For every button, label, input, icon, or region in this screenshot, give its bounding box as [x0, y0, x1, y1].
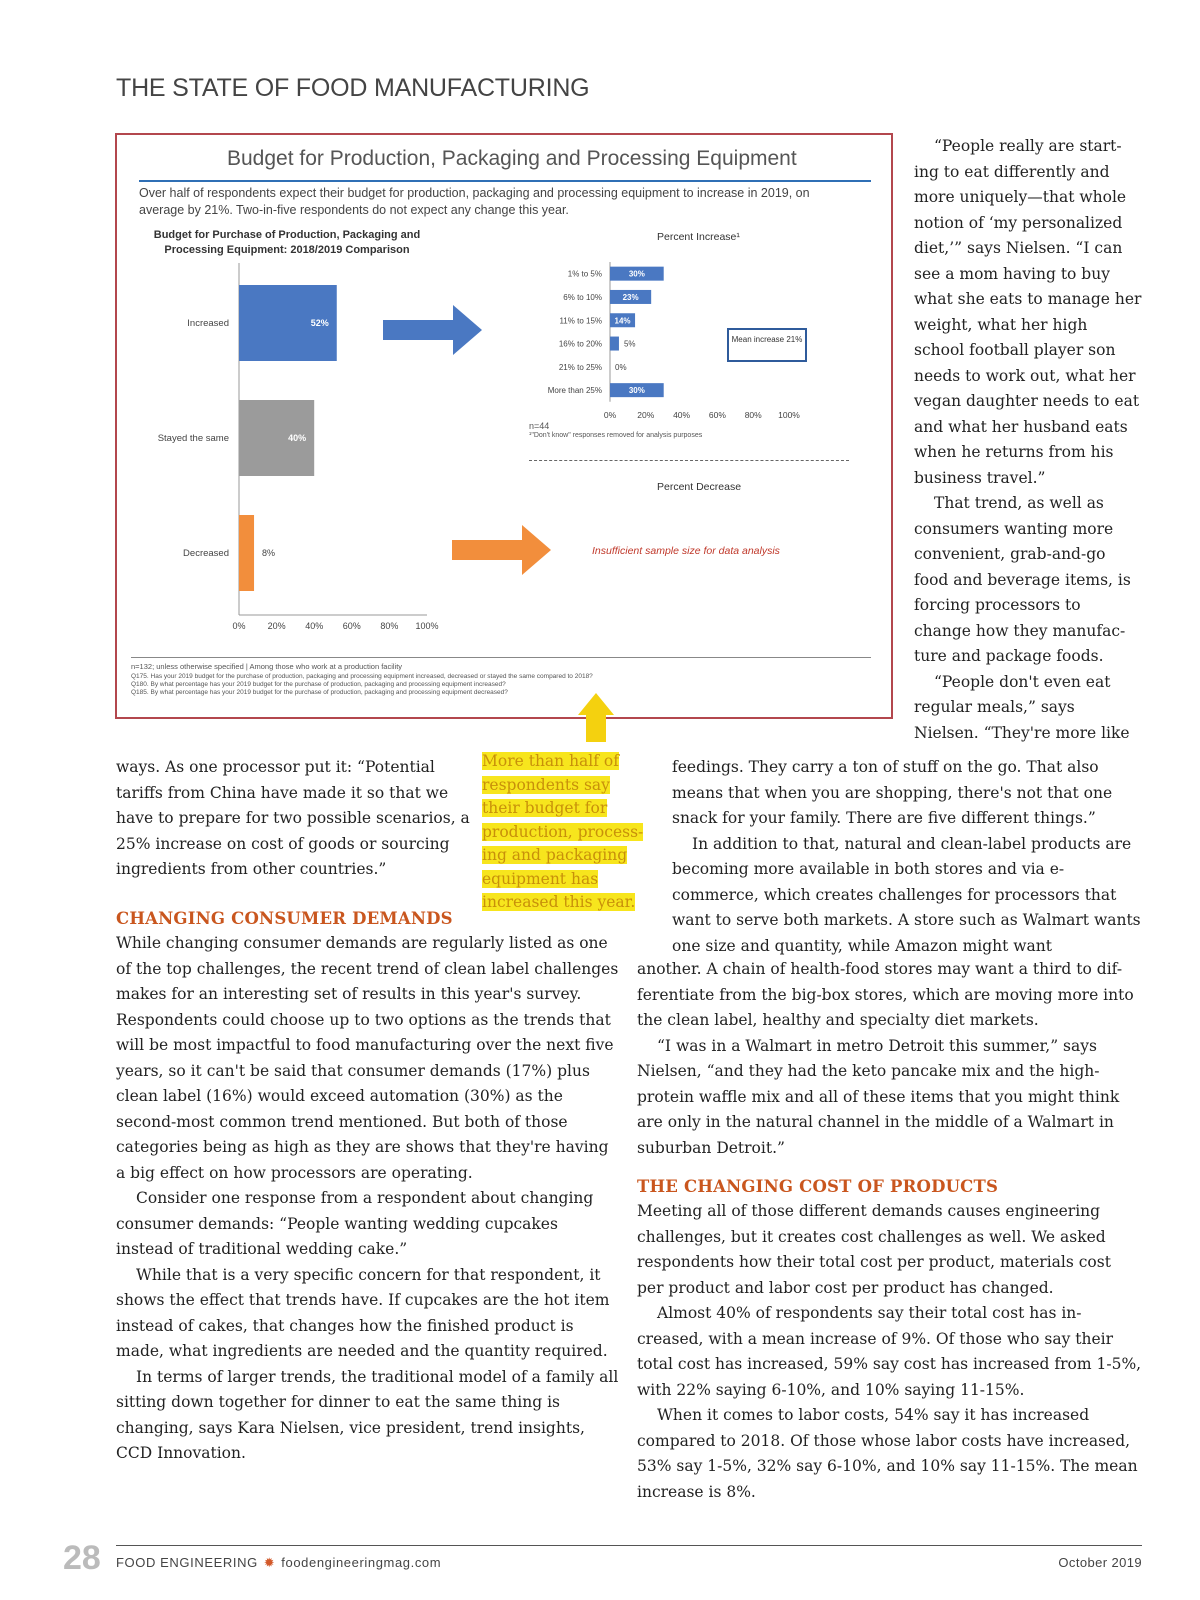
left-x-tick: 60% [342, 621, 361, 631]
left-category-label: Decreased [183, 548, 229, 559]
right-value-label: 5% [623, 339, 636, 349]
right-chart-title: Percent Increase¹ [657, 231, 740, 243]
right-chart-dk-note: ¹"Don't know" responses removed for analysis purposes [529, 432, 703, 439]
paragraph: Consider one response from a respondent about changing consumer demands: “People wanting wedding cupcakes instead of traditional wedding cake.” [116, 1189, 594, 1258]
footer-publication [116, 1555, 441, 1571]
paragraph: Meeting all of those different demands causes engineering challenges, but it creates cost challenges as well. We asked respondents how their total cost per product, materials cost per product and labor cost per product has changed. [637, 1202, 1111, 1297]
page-header-title: THE STATE OF FOOD MANUFACTURING [116, 74, 590, 102]
decrease-arrow [452, 525, 551, 575]
paragraph: While that is a very specific concern for that respondent, it shows the effect that trends have. If cupcakes are the hot item instead of cakes, that changes how the finished product is made, what ingredients are needed and the quantity required. [116, 1265, 610, 1360]
paragraph: “People really are start-ing to eat differently and more uniquely—that whole notion of ‘my personalized diet,’” says Nielsen. “I can see a mom having to buy what she eats to manage her weight, what her high school football player son needs to work out, what her vegan daughter needs to eat and what her husband eats when he returns from his business travel.” [914, 137, 1142, 487]
right-x-tick: 60% [708, 409, 726, 420]
right-value-label: 14% [614, 316, 631, 326]
footnote-n: n=132; unless otherwise specified | Among those who work at a production facility [131, 662, 403, 671]
pull-quote-line: production, process- [482, 822, 644, 841]
right-x-tick: 40% [673, 409, 691, 420]
pull-quote-line: increased this year. [482, 893, 636, 911]
paragraph: That trend, as well as consumers wanting more convenient, grab-and-go food and beverage items, is forcing processors to change how they manufac-ture and package foods. [914, 494, 1131, 665]
footer-rule [116, 1545, 1142, 1546]
paragraph: ways. As one processor put it: “Potential tariffs from China have made it so that we have to prepare for two possible scenarios, a 25% increase on cost of goods or sourcing ingredients from other countries.” [116, 758, 470, 878]
decrease-divider [529, 460, 849, 461]
right-value-label: 30% [628, 269, 645, 279]
publication-name: FOOD ENGINEERING [116, 1555, 258, 1570]
section-heading-consumer-demands: CHANGING CONSUMER DEMANDS [116, 909, 453, 928]
publication-site: foodengineeringmag.com [281, 1555, 442, 1570]
column-2-top [672, 755, 1142, 959]
left-category-label: Increased [187, 318, 229, 329]
right-x-tick: 80% [744, 409, 762, 420]
left-category-label: Stayed the same [157, 433, 229, 444]
column-1 [116, 906, 620, 1467]
footnote-q180: Q180. By what percentage has your 2019 budget for the purchase of production, packaging and processing equipment increased? [131, 681, 506, 688]
right-x-tick: 100% [778, 409, 800, 420]
left-value-label: 8% [262, 548, 276, 558]
footnote-q175: Q175. Has your 2019 budget for the purchase of production, packaging and processing equipment increased, decreased or stayed the same compared to 2018? [131, 673, 593, 680]
left-chart-title: Budget for Purchase of Production, Packaging and Processing Equipment: 2018/2019 Comparison [153, 229, 421, 256]
left-x-tick: 80% [380, 621, 399, 631]
paragraph: “People don't even eat regular meals,” says Nielsen. “They're more like [914, 672, 1130, 742]
insufficient-sample-note: Insufficient sample size for data analysis [592, 545, 780, 557]
right-value-label: 30% [628, 386, 645, 396]
figure-footnotes [131, 663, 871, 697]
paragraph: Almost 40% of respondents say their total cost has in-creased, with a mean increase of 9%. Of those who say their total cost has increased, 59% say cost has increased from 1-5%, with 22% saying 6-10%, and 10% saying 11-15%. [637, 1304, 1142, 1399]
pull-quote-line: respondents say [482, 775, 610, 794]
left-x-tick: 20% [267, 621, 286, 631]
right-bar [610, 337, 619, 351]
right-category-label: 1% to 5% [567, 269, 602, 279]
left-value-label: 52% [310, 318, 329, 328]
right-category-label: 11% to 15% [559, 316, 602, 326]
footnote-rule [131, 657, 871, 658]
budget-figure [115, 133, 893, 719]
gear-icon: ✹ [263, 1555, 276, 1570]
figure-subtitle: Over half of respondents expect their budget for production, packaging and processing equipment to increase in 2019, on average by 21%. Two-in-five respondents do not expect any change this year. [139, 186, 810, 217]
mean-increase-box: Mean increase 21% [727, 328, 807, 362]
budget-charts [117, 135, 891, 655]
paragraph: In addition to that, natural and clean-label products are becoming more available in both stores and via e-commerce, which creates challenges for processors that want to serve both markets. A store such as Walmart wants one size and quantity, while Amazon might want [672, 834, 1141, 955]
right-column-top [914, 134, 1142, 746]
left-x-tick: 40% [305, 621, 324, 631]
paragraph: While changing consumer demands are regularly listed as one of the top challenges, the recent trend of clean label challenges makes for an interesting set of results in this year's survey. Respondents could choose up to two options as the trends that will be most impactful to food manufacturing over the next five years, so it can't be said that consumer demands (17%) plus clean label (16%) would exceed automation (30%) as the second-most common trend mentioned. But both of those categories being as high as they are shows that they're having a big effect on how processors are operating. [116, 934, 619, 1182]
increase-arrow [383, 305, 482, 355]
right-category-label: 16% to 20% [558, 339, 602, 349]
right-category-label: 21% to 25% [558, 362, 602, 372]
pull-quote-line: their budget for [482, 799, 608, 817]
section-heading-cost-of-products: THE CHANGING COST OF PRODUCTS [637, 1177, 999, 1196]
paragraph: another. A chain of health-food stores may want a third to dif-ferentiate from the big-box stores, which are moving more into the clean label, healthy and specialty diet markets. [637, 960, 1134, 1029]
left-bar [239, 515, 254, 591]
column-1-top [116, 755, 472, 883]
column-2 [637, 957, 1142, 1505]
paragraph: When it comes to labor costs, 54% say it has increased compared to 2018. Of those whose labor costs have increased, 53% say 1-5%, 32% say 6-10%, and 10% say 11-15%. The mean increase is 8%. [637, 1406, 1138, 1501]
right-category-label: More than 25% [547, 386, 602, 396]
pull-quote-line: More than half of [482, 752, 619, 770]
footnote-q185: Q185. By what percentage has your 2019 budget for the purchase of production, packaging and processing equipment decreased? [131, 689, 508, 696]
figure-title: Budget for Production, Packaging and Processing Equipment [227, 147, 797, 170]
right-chart-n: n=44 [529, 421, 550, 431]
issue-date: October 2019 [1058, 1555, 1142, 1570]
left-value-label: 40% [288, 433, 307, 443]
pullquote-arrow-shaft [586, 712, 606, 742]
paragraph: “I was in a Walmart in metro Detroit this summer,” says Nielsen, “and they had the keto pancake mix and the high-protein waffle mix and all of these items that you might think are only in the natural channel in the middle of a Walmart in suburban Detroit.” [637, 1036, 1120, 1157]
paragraph: feedings. They carry a ton of stuff on the go. That also means that when you are shopping, there's not that one snack for your family. There are five different things.” [672, 758, 1113, 827]
left-x-tick: 0% [232, 621, 246, 631]
right-value-label: 23% [622, 292, 639, 302]
right-value-label: 0% [615, 362, 627, 372]
right-x-tick: 0% [603, 409, 617, 420]
left-x-tick: 100% [415, 621, 439, 631]
pull-quote-line: equipment has [482, 869, 599, 888]
percent-decrease-title: Percent Decrease [657, 481, 742, 493]
right-category-label: 6% to 10% [563, 292, 602, 302]
right-x-tick: 20% [637, 409, 655, 420]
pull-quote-line: ing and packaging [482, 846, 628, 864]
page-number: 28 [63, 1539, 101, 1577]
pull-quote [482, 750, 657, 915]
paragraph: In terms of larger trends, the traditional model of a family all sitting down together for dinner to eat the same thing is changing, says Kara Nielsen, vice president, trend insights, CCD Innovation. [116, 1367, 619, 1462]
